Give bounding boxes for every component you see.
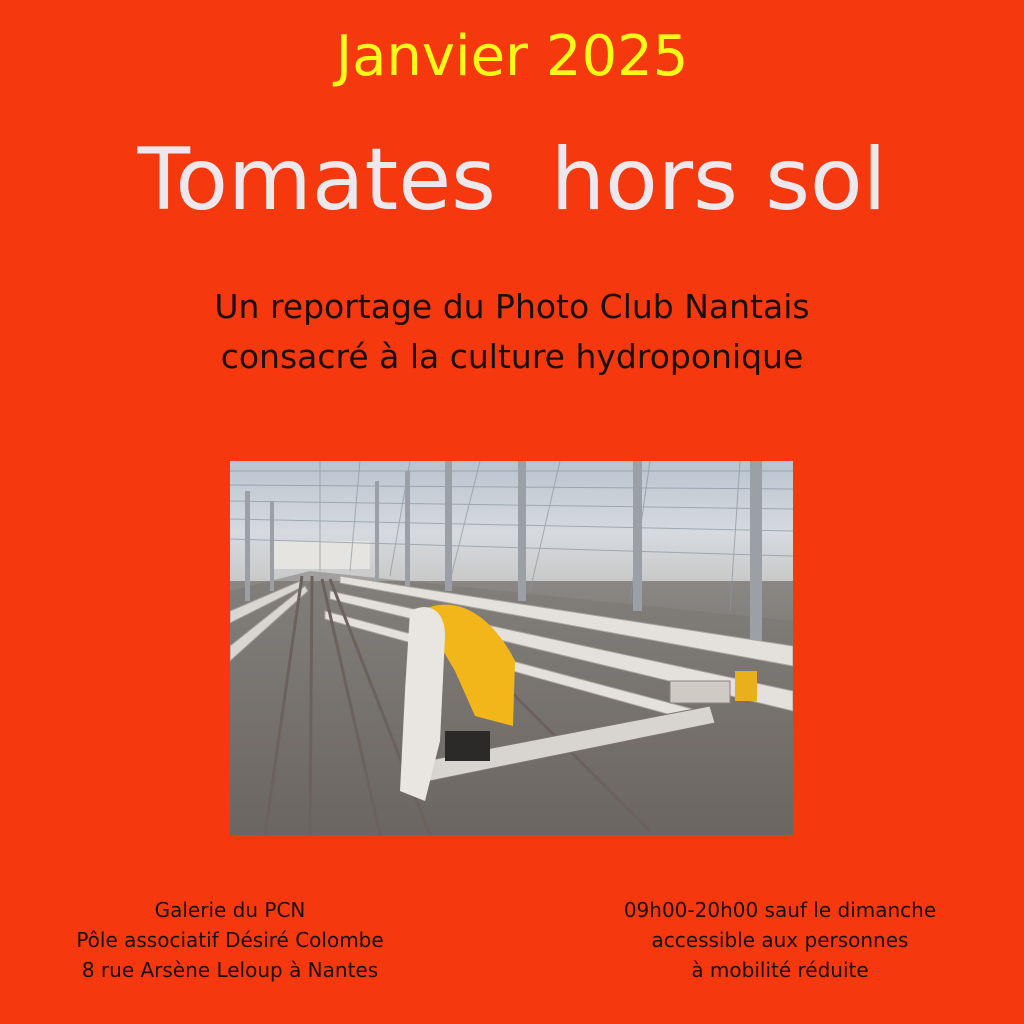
subtitle-line-1: Un reportage du Photo Club Nantais [214, 287, 810, 326]
opening-hours: 09h00-20h00 sauf le dimanche [623, 898, 937, 922]
accessibility-line-2: à mobilité réduite [691, 958, 869, 982]
accessibility-line-1: accessible aux personnes [651, 928, 909, 952]
poster-title: Tomates hors sol [137, 130, 887, 230]
venue-info [30, 895, 430, 985]
poster-subtitle [0, 282, 1024, 382]
opening-info [580, 895, 980, 985]
venue-address: 8 rue Arsène Leloup à Nantes [81, 958, 379, 982]
venue-name: Galerie du PCN [154, 898, 306, 922]
subtitle-line-2: consacré à la culture hydroponique [220, 337, 804, 376]
event-date: Janvier 2025 [335, 24, 689, 89]
greenhouse-photo [230, 461, 793, 835]
venue-building: Pôle associatif Désiré Colombe [76, 928, 384, 952]
